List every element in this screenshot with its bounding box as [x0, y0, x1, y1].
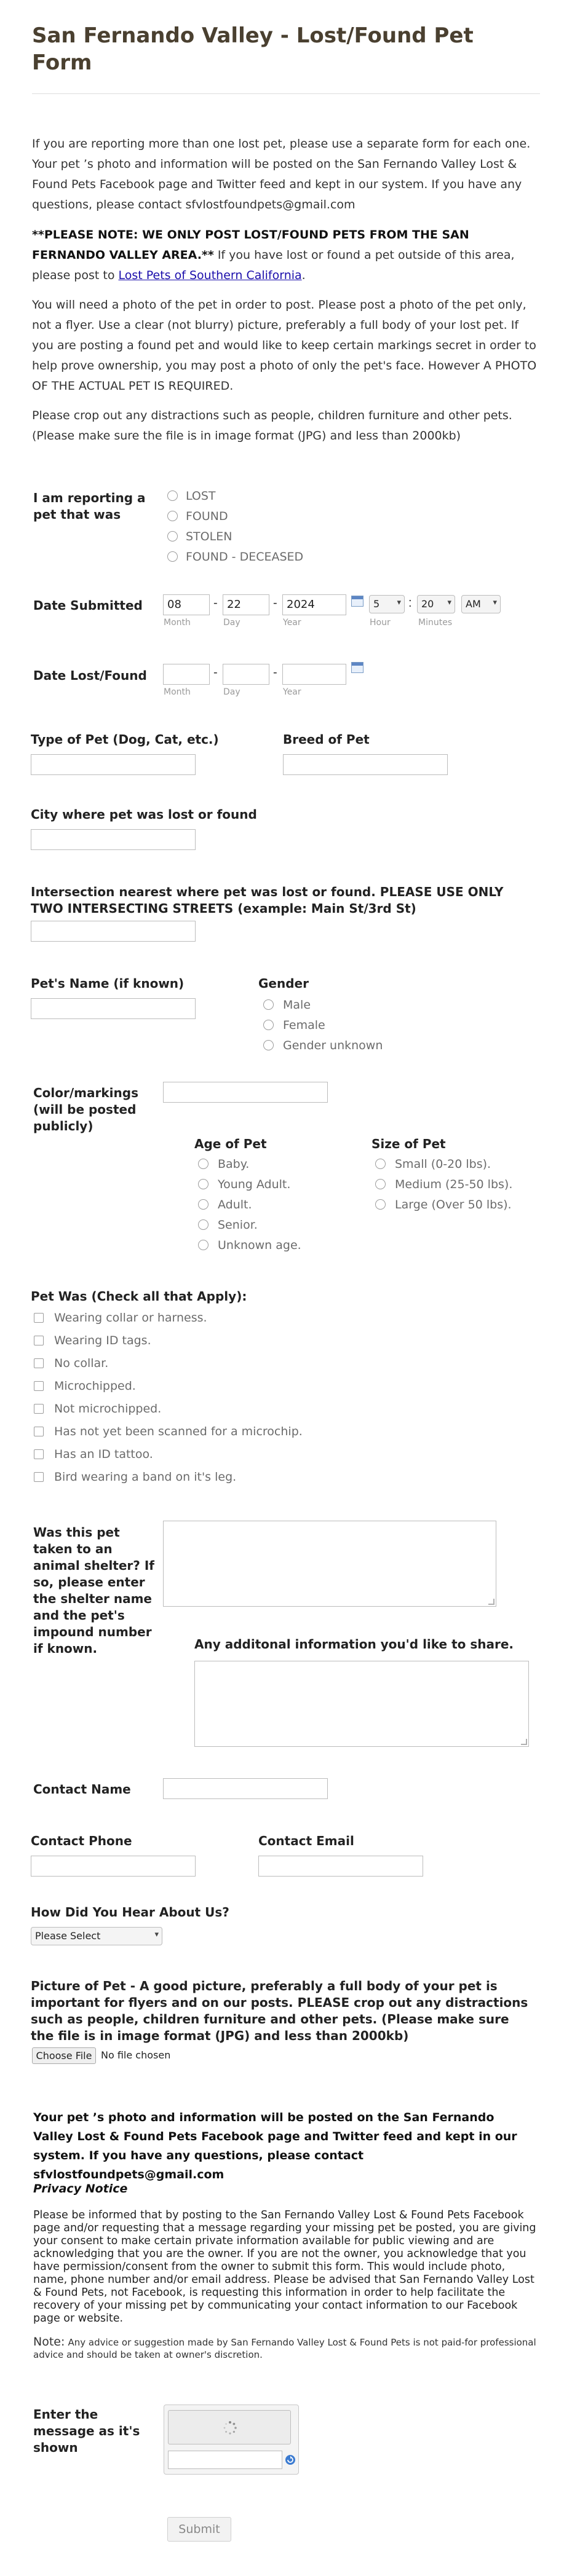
gender-option-label: Female — [283, 1018, 325, 1032]
reporting-radio-found-deceased[interactable] — [167, 551, 178, 562]
breed-label: Breed of Pet — [283, 732, 370, 747]
gender-radio-male[interactable] — [263, 999, 274, 1010]
calendar-icon[interactable] — [351, 662, 363, 673]
month-sublabel: Month — [164, 687, 191, 697]
ampm-select-value: AM — [466, 598, 481, 610]
captcha-input[interactable] — [168, 2451, 282, 2469]
size-radio-small[interactable] — [375, 1159, 386, 1169]
size-radio-large[interactable] — [375, 1199, 386, 1210]
date-submitted-day-input[interactable]: 22 — [223, 594, 269, 615]
age-option-label: Young Adult. — [218, 1178, 291, 1191]
intro-period: . — [301, 269, 306, 282]
pet-was-option-label: Has an ID tattoo. — [54, 1448, 153, 1461]
reporting-radio-found[interactable] — [167, 511, 178, 521]
month-sublabel: Month — [164, 618, 191, 628]
age-radio-unknown[interactable] — [198, 1240, 209, 1250]
pet-was-label: Pet Was (Check all that Apply): — [31, 1289, 247, 1304]
page-title — [32, 22, 542, 76]
captcha-box — [164, 2405, 299, 2475]
date-separator: - — [273, 596, 277, 610]
contact-name-input[interactable] — [163, 1778, 328, 1799]
chevron-down-icon: ▾ — [447, 598, 451, 607]
date-submitted-year-input[interactable]: 2024 — [282, 594, 346, 615]
size-option-label: Medium (25-50 lbs). — [395, 1178, 513, 1191]
intersection-label: Intersection nearest where pet was lost or found. PLEASE USE ONLY TWO INTERSECTING STREETS (example: Main St/3rd St) — [31, 884, 504, 916]
year-sublabel: Year — [283, 687, 301, 697]
age-radio-senior[interactable] — [198, 1219, 209, 1230]
size-option-label: Small (0-20 lbs). — [395, 1157, 491, 1171]
hear-about-us-selected: Please Select — [35, 1930, 101, 1942]
intersection-input[interactable] — [31, 921, 196, 942]
pet-was-checkbox[interactable] — [34, 1336, 44, 1345]
date-lost-day-input[interactable] — [223, 664, 269, 685]
age-radio-young-adult[interactable] — [198, 1179, 209, 1189]
minutes-sublabel: Minutes — [418, 618, 453, 628]
note-label: Note: — [33, 2335, 65, 2349]
pet-was-checkbox[interactable] — [34, 1358, 44, 1368]
gender-option-label: Gender unknown — [283, 1039, 383, 1052]
privacy-notice-title: Privacy Notice — [33, 2182, 128, 2196]
socal-lost-pets-link[interactable]: Lost Pets of Southern California — [118, 269, 302, 282]
gender-radio-female[interactable] — [263, 1020, 274, 1030]
size-of-pet-label: Size of Pet — [371, 1136, 446, 1151]
pet-name-label: Pet's Name (if known) — [31, 976, 185, 991]
size-radio-medium[interactable] — [375, 1179, 386, 1189]
chevron-down-icon: ▾ — [493, 598, 497, 607]
city-input[interactable] — [31, 829, 196, 850]
intro-outside-area-text: If you have lost or found a pet outside of this area, please post to — [32, 248, 515, 282]
privacy-notice-text: Please be informed that by posting to the San Fernando Valley Lost & Found Pets Facebook page and/or requesting that a message regarding your missing pet be posted, you are giving your consent to make certain private information available for public viewing and are acknowledging that you are the owner. If you are not the owner, you acknowledge that you have permission/consent from the owner to submit this form. This would include photo, name, phone number and/or email address. Please be advised that San Fernando Valley Lost & Found Pets, not Facebook, is requesting this information in order to help facilitate the recovery of your missing pet by communicating your contact information to our Facebook page or website. — [33, 2209, 536, 2325]
contact-phone-label: Contact Phone — [31, 1834, 132, 1848]
reporting-option-label: LOST — [186, 489, 216, 503]
day-sublabel: Day — [223, 618, 240, 628]
age-of-pet-label: Age of Pet — [194, 1136, 267, 1151]
intro-paragraph-3: You will need a photo of the pet in order to post. Please post a photo of the pet only, not a flyer. Use a clear (not blurry) picture, preferably a full body of your lost pet. If you are posting a found pet and would like to keep certain markings secret in order to help prove ownership, you may post a photo of only the pet's face. However A PHOTO OF THE ACTUAL PET IS REQUIRED. — [32, 298, 537, 393]
contact-name-label: Contact Name — [33, 1782, 131, 1797]
age-option-label: Unknown age. — [218, 1239, 301, 1252]
age-radio-adult[interactable] — [198, 1199, 209, 1210]
contact-email-label: Contact Email — [258, 1834, 354, 1848]
page-title-line1: San Fernando Valley - Lost/Found Pet — [32, 23, 474, 48]
additional-info-label: Any additonal information you'd like to share. — [194, 1637, 514, 1652]
breed-input[interactable] — [283, 754, 448, 775]
pet-was-checkbox[interactable] — [34, 1404, 44, 1414]
minute-select-value: 20 — [421, 598, 434, 610]
captcha-image — [168, 2410, 291, 2444]
date-lost-year-input[interactable] — [282, 664, 346, 685]
size-option-label: Large (Over 50 lbs). — [395, 1198, 512, 1211]
gender-radio-unknown[interactable] — [263, 1040, 274, 1050]
shelter-textarea[interactable] — [163, 1521, 496, 1607]
type-of-pet-label: Type of Pet (Dog, Cat, etc.) — [31, 732, 219, 747]
shelter-label: Was this pet taken to an animal shelter? If so, please enter the shelter name and the pet's impound number if known. — [33, 1525, 155, 1656]
gender-label: Gender — [258, 976, 309, 991]
pet-was-option-label: Not microchipped. — [54, 1402, 162, 1416]
reporting-radio-lost[interactable] — [167, 490, 178, 501]
footer-bold-note: Your pet ’s photo and information will be posted on the San Fernando Valley Lost & Found Pets Facebook page and Twitter feed and kept in our system. If you have any questions, please contact sfvlostfoundpets@gmail.com — [33, 2111, 517, 2181]
hour-select[interactable] — [369, 595, 405, 613]
picture-label: Picture of Pet - A good picture, preferably a full body of your pet is important for flyers and on our posts. PLEASE crop out any distractions such as people, children furniture and other pets. (Please make sure the file is in image format (JPG) and less than 2000kb) — [31, 1979, 528, 2043]
gender-option-label: Male — [283, 998, 311, 1012]
loading-spinner-icon — [223, 2420, 237, 2435]
age-option-label: Senior. — [218, 1218, 258, 1232]
hear-about-us-select[interactable] — [31, 1927, 162, 1945]
pet-name-input[interactable] — [31, 998, 196, 1019]
age-option-label: Baby. — [218, 1157, 250, 1171]
pet-was-checkbox[interactable] — [34, 1313, 44, 1323]
date-lost-found-label: Date Lost/Found — [33, 668, 147, 683]
pet-was-option-label: Has not yet been scanned for a microchip. — [54, 1425, 303, 1438]
captcha-label: Enter the message as it's shown — [33, 2407, 140, 2455]
date-submitted-month-input[interactable]: 08 — [163, 594, 210, 615]
submit-button[interactable]: Submit — [167, 2517, 231, 2542]
time-separator: : — [408, 596, 412, 610]
pet-was-option-label: Wearing collar or harness. — [54, 1311, 207, 1325]
contact-phone-input[interactable] — [31, 1856, 196, 1877]
date-separator: - — [213, 666, 218, 679]
advice-note — [33, 2336, 538, 2361]
date-separator: - — [273, 666, 277, 679]
reporting-option-label: FOUND — [186, 510, 228, 523]
title-divider — [32, 93, 540, 94]
pet-was-checkbox[interactable] — [34, 1381, 44, 1391]
intro-paragraph-1: If you are reporting more than one lost pet, please use a separate form for each one. Your pet ’s photo and information will be posted on the San Fernando Valley Lost & Found Pets Facebook page and Twitter feed and kept in our system. If you have any questions, please contact sfvlostfoundpets@gmail.com — [32, 137, 531, 211]
minute-select[interactable] — [417, 595, 455, 613]
note-text: Any advice or suggestion made by San Fernando Valley Lost & Found Pets is not paid-for professional advice and should be taken at owner's discretion. — [33, 2337, 536, 2360]
day-sublabel: Day — [223, 687, 240, 697]
ampm-select[interactable] — [461, 595, 501, 613]
date-submitted-label: Date Submitted — [33, 598, 143, 613]
chevron-down-icon: ▾ — [397, 598, 401, 607]
pet-was-option-label: Microchipped. — [54, 1379, 136, 1393]
reporting-label: I am reporting a pet that was — [33, 490, 146, 522]
resize-handle-icon[interactable] — [488, 1599, 495, 1605]
choose-file-button[interactable]: Choose File — [32, 2047, 96, 2064]
pet-was-checkbox[interactable] — [34, 1472, 44, 1482]
pet-was-checkbox[interactable] — [34, 1427, 44, 1436]
year-sublabel: Year — [283, 618, 301, 628]
reporting-option-label: FOUND - DECEASED — [186, 550, 304, 564]
date-lost-month-input[interactable] — [163, 664, 210, 685]
hear-about-us-label: How Did You Hear About Us? — [31, 1905, 229, 1920]
age-option-label: Adult. — [218, 1198, 252, 1211]
pet-was-option-label: Wearing ID tags. — [54, 1334, 151, 1347]
no-file-chosen-text: No file chosen — [101, 2049, 171, 2061]
type-of-pet-input[interactable] — [31, 754, 196, 775]
calendar-icon[interactable] — [351, 596, 363, 607]
refresh-icon[interactable] — [285, 2454, 296, 2465]
date-separator: - — [213, 596, 218, 610]
color-markings-input[interactable] — [163, 1082, 328, 1103]
chevron-down-icon: ▾ — [154, 1930, 159, 1939]
contact-email-input[interactable] — [258, 1856, 423, 1877]
pet-was-option-label: No collar. — [54, 1357, 109, 1370]
additional-info-textarea[interactable] — [194, 1661, 529, 1747]
intro-valley-note: **PLEASE NOTE: WE ONLY POST LOST/FOUND PETS FROM THE SAN FERNANDO VALLEY AREA.** — [32, 228, 469, 262]
city-label: City where pet was lost or found — [31, 807, 257, 822]
page-title-line2: Form — [32, 50, 92, 75]
hour-sublabel: Hour — [370, 618, 391, 628]
reporting-radio-stolen[interactable] — [167, 531, 178, 542]
intro-paragraph-4: Please crop out any distractions such as people, children furniture and other pets. (Please make sure the file is in image format (JPG) and less than 2000kb) — [32, 409, 512, 443]
resize-handle-icon[interactable] — [521, 1739, 527, 1745]
reporting-option-label: STOLEN — [186, 530, 232, 543]
hour-select-value: 5 — [373, 598, 380, 610]
intro-paragraph-2 — [32, 225, 542, 286]
age-radio-baby[interactable] — [198, 1159, 209, 1169]
pet-was-option-label: Bird wearing a band on it's leg. — [54, 1470, 237, 1484]
pet-was-checkbox[interactable] — [34, 1449, 44, 1459]
color-markings-label: Color/markings (will be posted publicly) — [33, 1085, 138, 1133]
